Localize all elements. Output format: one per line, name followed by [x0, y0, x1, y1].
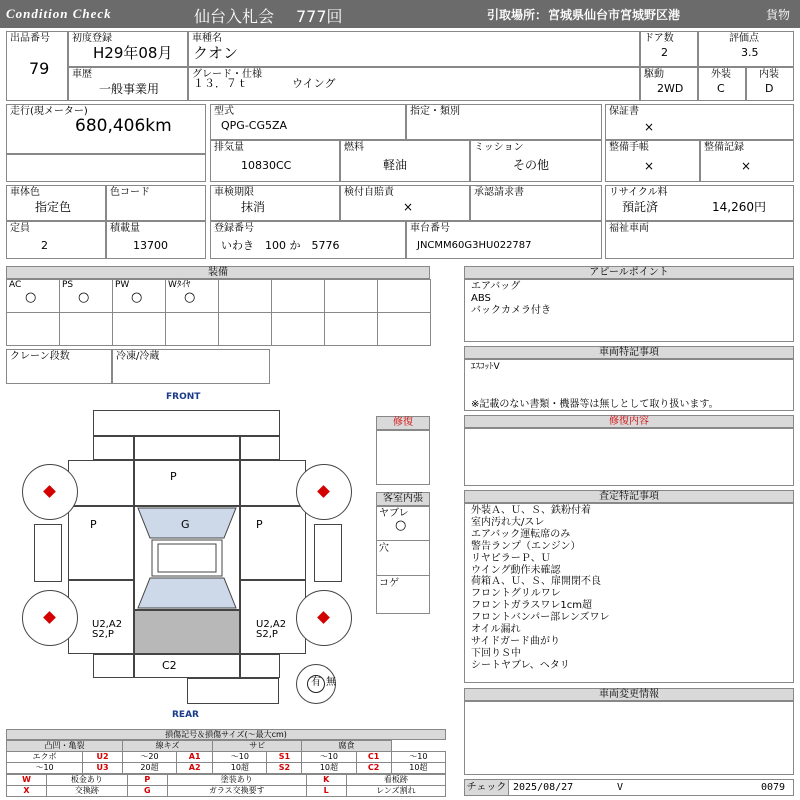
- warranty-cell: [605, 104, 794, 140]
- rear-right-corner: [240, 654, 280, 678]
- equipment-label: PW: [115, 280, 130, 290]
- warranty-value: ×: [644, 120, 655, 134]
- legend-code-cell: W: [7, 775, 47, 786]
- repair-content-body: [464, 428, 794, 486]
- load-label: 積載量: [110, 223, 140, 234]
- equipment-label: AC: [9, 280, 22, 290]
- first-registration: H29年08月: [93, 44, 173, 62]
- inspection-body: [464, 503, 794, 683]
- legend-code-cell: P: [127, 775, 167, 786]
- plate-cell: [210, 221, 406, 259]
- rear-label: REAR: [172, 710, 199, 720]
- equipment-cell: [59, 279, 113, 313]
- liability-cell: [340, 185, 470, 221]
- exterior-cell: [698, 67, 746, 101]
- maint-book-label: 整備手帳: [609, 142, 649, 153]
- drive-label: 駆動: [644, 69, 664, 80]
- auction-session: 777回: [296, 7, 343, 26]
- change-body: [464, 701, 794, 775]
- legend-cell: 20超: [122, 763, 176, 774]
- legend-cell: 10超: [391, 763, 445, 774]
- appeal-body: [464, 279, 794, 342]
- welfare-label: 福祉車両: [609, 223, 649, 234]
- inspection-line: 室内汚れ大/スレ: [471, 516, 545, 528]
- equipment-cell: [271, 312, 325, 346]
- inspection-line: フロントグリルワレ: [471, 588, 561, 600]
- history-value: 一般事業用: [99, 82, 160, 96]
- rear-left-corner: [93, 654, 134, 678]
- auction-name: 仙台入札会: [194, 7, 275, 26]
- cabin-tear-label: ヤブレ: [379, 508, 409, 519]
- spare-present: 有: [311, 677, 321, 688]
- exterior-value: C: [717, 82, 725, 95]
- legend-cell: 〜20: [122, 752, 176, 763]
- front-bumper: [93, 410, 280, 436]
- front-left-corner: [93, 436, 134, 460]
- equipment-value: ○: [184, 290, 196, 305]
- fuel-label: 燃料: [344, 142, 364, 153]
- appeal-line: エアバッグ: [471, 281, 521, 292]
- brand-title: Condition Check: [6, 6, 112, 21]
- legend-cell: U2: [83, 752, 123, 763]
- equipment-header: 装備: [6, 266, 430, 279]
- fuel-value: 軽油: [383, 158, 408, 172]
- warranty-label: 保証書: [609, 106, 639, 117]
- equipment-cell: [271, 279, 325, 313]
- mission-cell: [470, 140, 602, 182]
- appeal-header: アピールポイント: [464, 266, 794, 279]
- capacity-label: 定員: [10, 223, 30, 234]
- inspection-line: 荷箱Ａ、Ｕ、Ｓ、扉開閉不良: [471, 576, 601, 588]
- model-name: クオン: [193, 44, 239, 62]
- first-registration-label: 初度登録: [72, 33, 112, 44]
- displacement-label: 排気量: [214, 142, 244, 153]
- left-front-door: [68, 506, 134, 580]
- appeal-line: バックカメラ付き: [471, 305, 551, 316]
- legend-code-cell: K: [306, 775, 346, 786]
- rear-mark: C2: [162, 659, 177, 672]
- legend-cell: 〜10: [7, 763, 83, 774]
- equipment-value: ○: [25, 290, 37, 305]
- legend-cell: A1: [177, 752, 213, 763]
- inspection-line: 下回りＳ中: [471, 647, 521, 659]
- special-body: [464, 359, 794, 411]
- vehicle-diagram: [0, 388, 376, 722]
- crane-cell: [6, 349, 112, 384]
- inspection-line: リヤピラーＰ、Ｕ: [471, 552, 551, 564]
- legend-group: サビ: [213, 741, 302, 752]
- drive-value: 2WD: [657, 82, 684, 95]
- cabin-burn-label: コゲ: [379, 578, 399, 589]
- equipment-grid: [6, 279, 430, 345]
- right-rear-mark: U2,A2 S2,P: [256, 619, 287, 640]
- equipment-cell: [165, 279, 219, 313]
- inspection-line: 警告ランプ（エンジン）: [471, 540, 581, 552]
- pickup-label: 引取場所：: [487, 8, 548, 22]
- mileage-extra-cell: [6, 154, 206, 182]
- right-front-door: [240, 506, 306, 580]
- equipment-cell: [377, 312, 431, 346]
- crane-label: クレーン段数: [10, 351, 70, 362]
- grade-value: １３．７ｔ ウイング: [193, 77, 336, 90]
- model-name-label: 車種名: [192, 33, 222, 44]
- maint-record-label: 整備記録: [704, 142, 744, 153]
- mileage-value: 680,406km: [75, 116, 172, 136]
- recycle-status: 預託済: [622, 200, 659, 214]
- left-mirror: [34, 524, 62, 582]
- interior-cell: [746, 67, 794, 101]
- legend-cell: エクボ: [7, 752, 83, 763]
- inspection-expiry-value: 抹消: [241, 200, 266, 214]
- equipment-cell: [112, 279, 166, 313]
- special-line: ｴｽｺｯﾄV: [471, 362, 500, 372]
- rear-bumper: [187, 678, 279, 704]
- equipment-cell: [218, 279, 272, 313]
- legend-cell: 〜10: [213, 752, 267, 763]
- model-name-cell: [188, 31, 640, 67]
- exterior-label: 外装: [711, 69, 731, 80]
- rear-panel: [134, 654, 240, 678]
- equipment-label: Wﾀｲﾔ: [168, 280, 191, 290]
- spare-none: 無: [326, 677, 336, 688]
- maint-record-value: ×: [741, 159, 752, 173]
- equipment-cell: [377, 279, 431, 313]
- color-label: 車体色: [10, 187, 40, 198]
- color-code-cell: [106, 185, 206, 221]
- history-label: 車歴: [72, 69, 92, 80]
- repair-content-header: 修復内容: [464, 415, 794, 428]
- equipment-cell: [112, 312, 166, 346]
- designation-label: 指定・類別: [410, 106, 460, 117]
- check-row: [464, 779, 794, 796]
- vehicle-category: 貨物: [766, 8, 791, 22]
- front-panel: [134, 436, 240, 460]
- repair-body: [376, 430, 430, 485]
- displacement-value: 10830CC: [241, 159, 292, 172]
- front-label: FRONT: [166, 392, 201, 402]
- load-cell: [106, 221, 206, 259]
- inspection-line: ウイング動作未確認: [471, 564, 561, 576]
- equipment-cell: [218, 312, 272, 346]
- chassis-label: 車台番号: [410, 223, 450, 234]
- designation-cell: [406, 104, 602, 140]
- left-front-mark: P: [90, 518, 97, 531]
- type-label: 型式: [214, 106, 234, 117]
- check-mark: V: [617, 782, 624, 793]
- check-number: 0079: [761, 782, 786, 793]
- special-note: ※記載のない書類・機器等は無しとして取り扱います。: [471, 399, 719, 410]
- doors-label: ドア数: [644, 33, 674, 44]
- repair-header: 修復: [376, 416, 430, 430]
- color-value: 指定色: [35, 200, 72, 214]
- color-cell: [6, 185, 106, 221]
- legend-cell: S2: [267, 763, 302, 774]
- capacity-value: 2: [41, 239, 48, 252]
- approval-cell: [470, 185, 602, 221]
- legend-cell: C1: [356, 752, 391, 763]
- lot-number-label: 出品番号: [10, 33, 50, 44]
- recycle-cell: [605, 185, 794, 221]
- right-front-mark: P: [256, 518, 263, 531]
- rear-deck: [134, 610, 240, 654]
- left-rear-mark: U2,A2 S2,P: [92, 619, 123, 640]
- drive-cell: [640, 67, 698, 101]
- legend-group: 線キズ: [122, 741, 212, 752]
- right-mirror: [314, 524, 342, 582]
- maint-book-cell: [605, 140, 700, 182]
- color-code-label: 色コード: [110, 187, 150, 198]
- welfare-cell: [605, 221, 794, 259]
- legend-header: 損傷記号＆損傷サイズ(〜最大cm): [6, 729, 446, 740]
- check-label: チェック: [465, 780, 509, 795]
- windshield-mark: G: [181, 518, 190, 531]
- equipment-value: ○: [78, 290, 90, 305]
- legend-group: 腐食: [302, 741, 391, 752]
- score-cell: [698, 31, 794, 67]
- doors-value: 2: [661, 46, 668, 59]
- legend-code-cell: ガラス交換要す: [167, 786, 306, 797]
- change-header: 車両変更情報: [464, 688, 794, 701]
- liability-label: 検付自賠責: [344, 187, 394, 198]
- equipment-cell: [165, 312, 219, 346]
- legend-cell: U3: [83, 763, 123, 774]
- grade-cell: [188, 67, 640, 101]
- equipment-label: PS: [62, 280, 74, 290]
- load-value: 13700: [133, 239, 168, 252]
- maint-book-value: ×: [644, 159, 655, 173]
- mission-value: その他: [513, 158, 550, 172]
- equipment-value: ○: [131, 290, 143, 305]
- cabin-header: 客室内張: [376, 492, 430, 506]
- lot-number: 79: [29, 59, 50, 78]
- fuel-cell: [340, 140, 470, 182]
- grade-label: グレード・仕様: [192, 69, 262, 80]
- left-front-fender: [68, 460, 134, 506]
- inspection-header: 査定特記事項: [464, 490, 794, 503]
- type-cell: [210, 104, 406, 140]
- inspection-line: フロントガラスワレ1cm超: [471, 600, 593, 612]
- inspection-expiry-label: 車検期限: [214, 187, 254, 198]
- legend-cell: 〜10: [391, 752, 445, 763]
- inspection-line: シートヤブレ、ヘタリ: [471, 659, 570, 671]
- legend-code-cell: レンズ割れ: [346, 786, 445, 797]
- freezer-cell: [112, 349, 270, 384]
- inspection-line: サイドガード曲がり: [471, 635, 560, 647]
- legend-cell: 〜10: [302, 752, 356, 763]
- cabin-body: [376, 506, 430, 614]
- hood-panel: [134, 460, 240, 506]
- appeal-line: ABS: [471, 293, 491, 304]
- legend-code-cell: X: [7, 786, 47, 797]
- mileage-cell: [6, 104, 206, 154]
- displacement-cell: [210, 140, 340, 182]
- maint-record-cell: [700, 140, 794, 182]
- legend-code-cell: 看板跡: [346, 775, 445, 786]
- mileage-label: 走行(現メーター): [10, 106, 88, 117]
- equipment-cell: [324, 279, 378, 313]
- interior-label: 内装: [759, 69, 779, 80]
- recycle-label: リサイクル料: [609, 187, 668, 198]
- inspection-line: エアバック運転席のみ: [471, 528, 571, 540]
- legend-cell: S1: [267, 752, 302, 763]
- legend-cell: 10超: [302, 763, 356, 774]
- legend-table: [6, 740, 446, 774]
- recycle-fee: 14,260円: [712, 200, 766, 214]
- chassis-value: JNCMM60G3HU022787: [417, 240, 532, 251]
- history-cell: [68, 67, 188, 101]
- check-date: 2025/08/27: [513, 782, 574, 793]
- legend-cell: C2: [356, 763, 391, 774]
- capacity-cell: [6, 221, 106, 259]
- equipment-cell: [6, 312, 60, 346]
- cabin-hole-label: 穴: [379, 543, 389, 554]
- lot-number-cell: [6, 31, 68, 101]
- freezer-label: 冷凍/冷蔵: [116, 351, 160, 362]
- legend-code-cell: 板金あり: [47, 775, 128, 786]
- inspection-line: フロントバンパー部レンズワレ: [471, 612, 610, 624]
- plate-value: いわき 100 か 5776: [221, 239, 340, 252]
- cabin-tear-value: ○: [395, 518, 407, 533]
- inspection-expiry-cell: [210, 185, 340, 221]
- legend-group: 凸凹・亀裂: [7, 741, 123, 752]
- plate-label: 登録番号: [214, 223, 254, 234]
- score-label: 評価点: [729, 33, 759, 44]
- header-bar: [0, 0, 800, 28]
- legend-codes: [6, 774, 446, 797]
- chassis-cell: [406, 221, 602, 259]
- legend-code-cell: G: [127, 786, 167, 797]
- legend-code-cell: 塗装あり: [167, 775, 306, 786]
- legend-cell: A2: [177, 763, 213, 774]
- approval-label: 承認請求書: [474, 187, 524, 198]
- equipment-cell: [6, 279, 60, 313]
- legend-code-cell: 交換跡: [47, 786, 128, 797]
- interior-value: D: [765, 82, 774, 95]
- type-value: QPG-CG5ZA: [221, 119, 288, 132]
- first-registration-cell: [68, 31, 188, 67]
- pickup-location: 宮城県仙台市宮城野区港: [548, 8, 681, 22]
- equipment-cell: [59, 312, 113, 346]
- special-header: 車両特記事項: [464, 346, 794, 359]
- mission-label: ミッション: [474, 142, 524, 153]
- hood-mark: P: [170, 470, 177, 483]
- inspection-line: 外装Ａ、Ｕ、Ｓ、鉄粉付着: [471, 505, 591, 516]
- doors-cell: [640, 31, 698, 67]
- liability-value: ×: [403, 200, 414, 214]
- inspection-line: オイル漏れ: [471, 624, 521, 636]
- front-right-corner: [240, 436, 280, 460]
- legend-cell: 10超: [213, 763, 267, 774]
- legend-code-cell: L: [306, 786, 346, 797]
- equipment-cell: [324, 312, 378, 346]
- score-value: 3.5: [741, 46, 759, 59]
